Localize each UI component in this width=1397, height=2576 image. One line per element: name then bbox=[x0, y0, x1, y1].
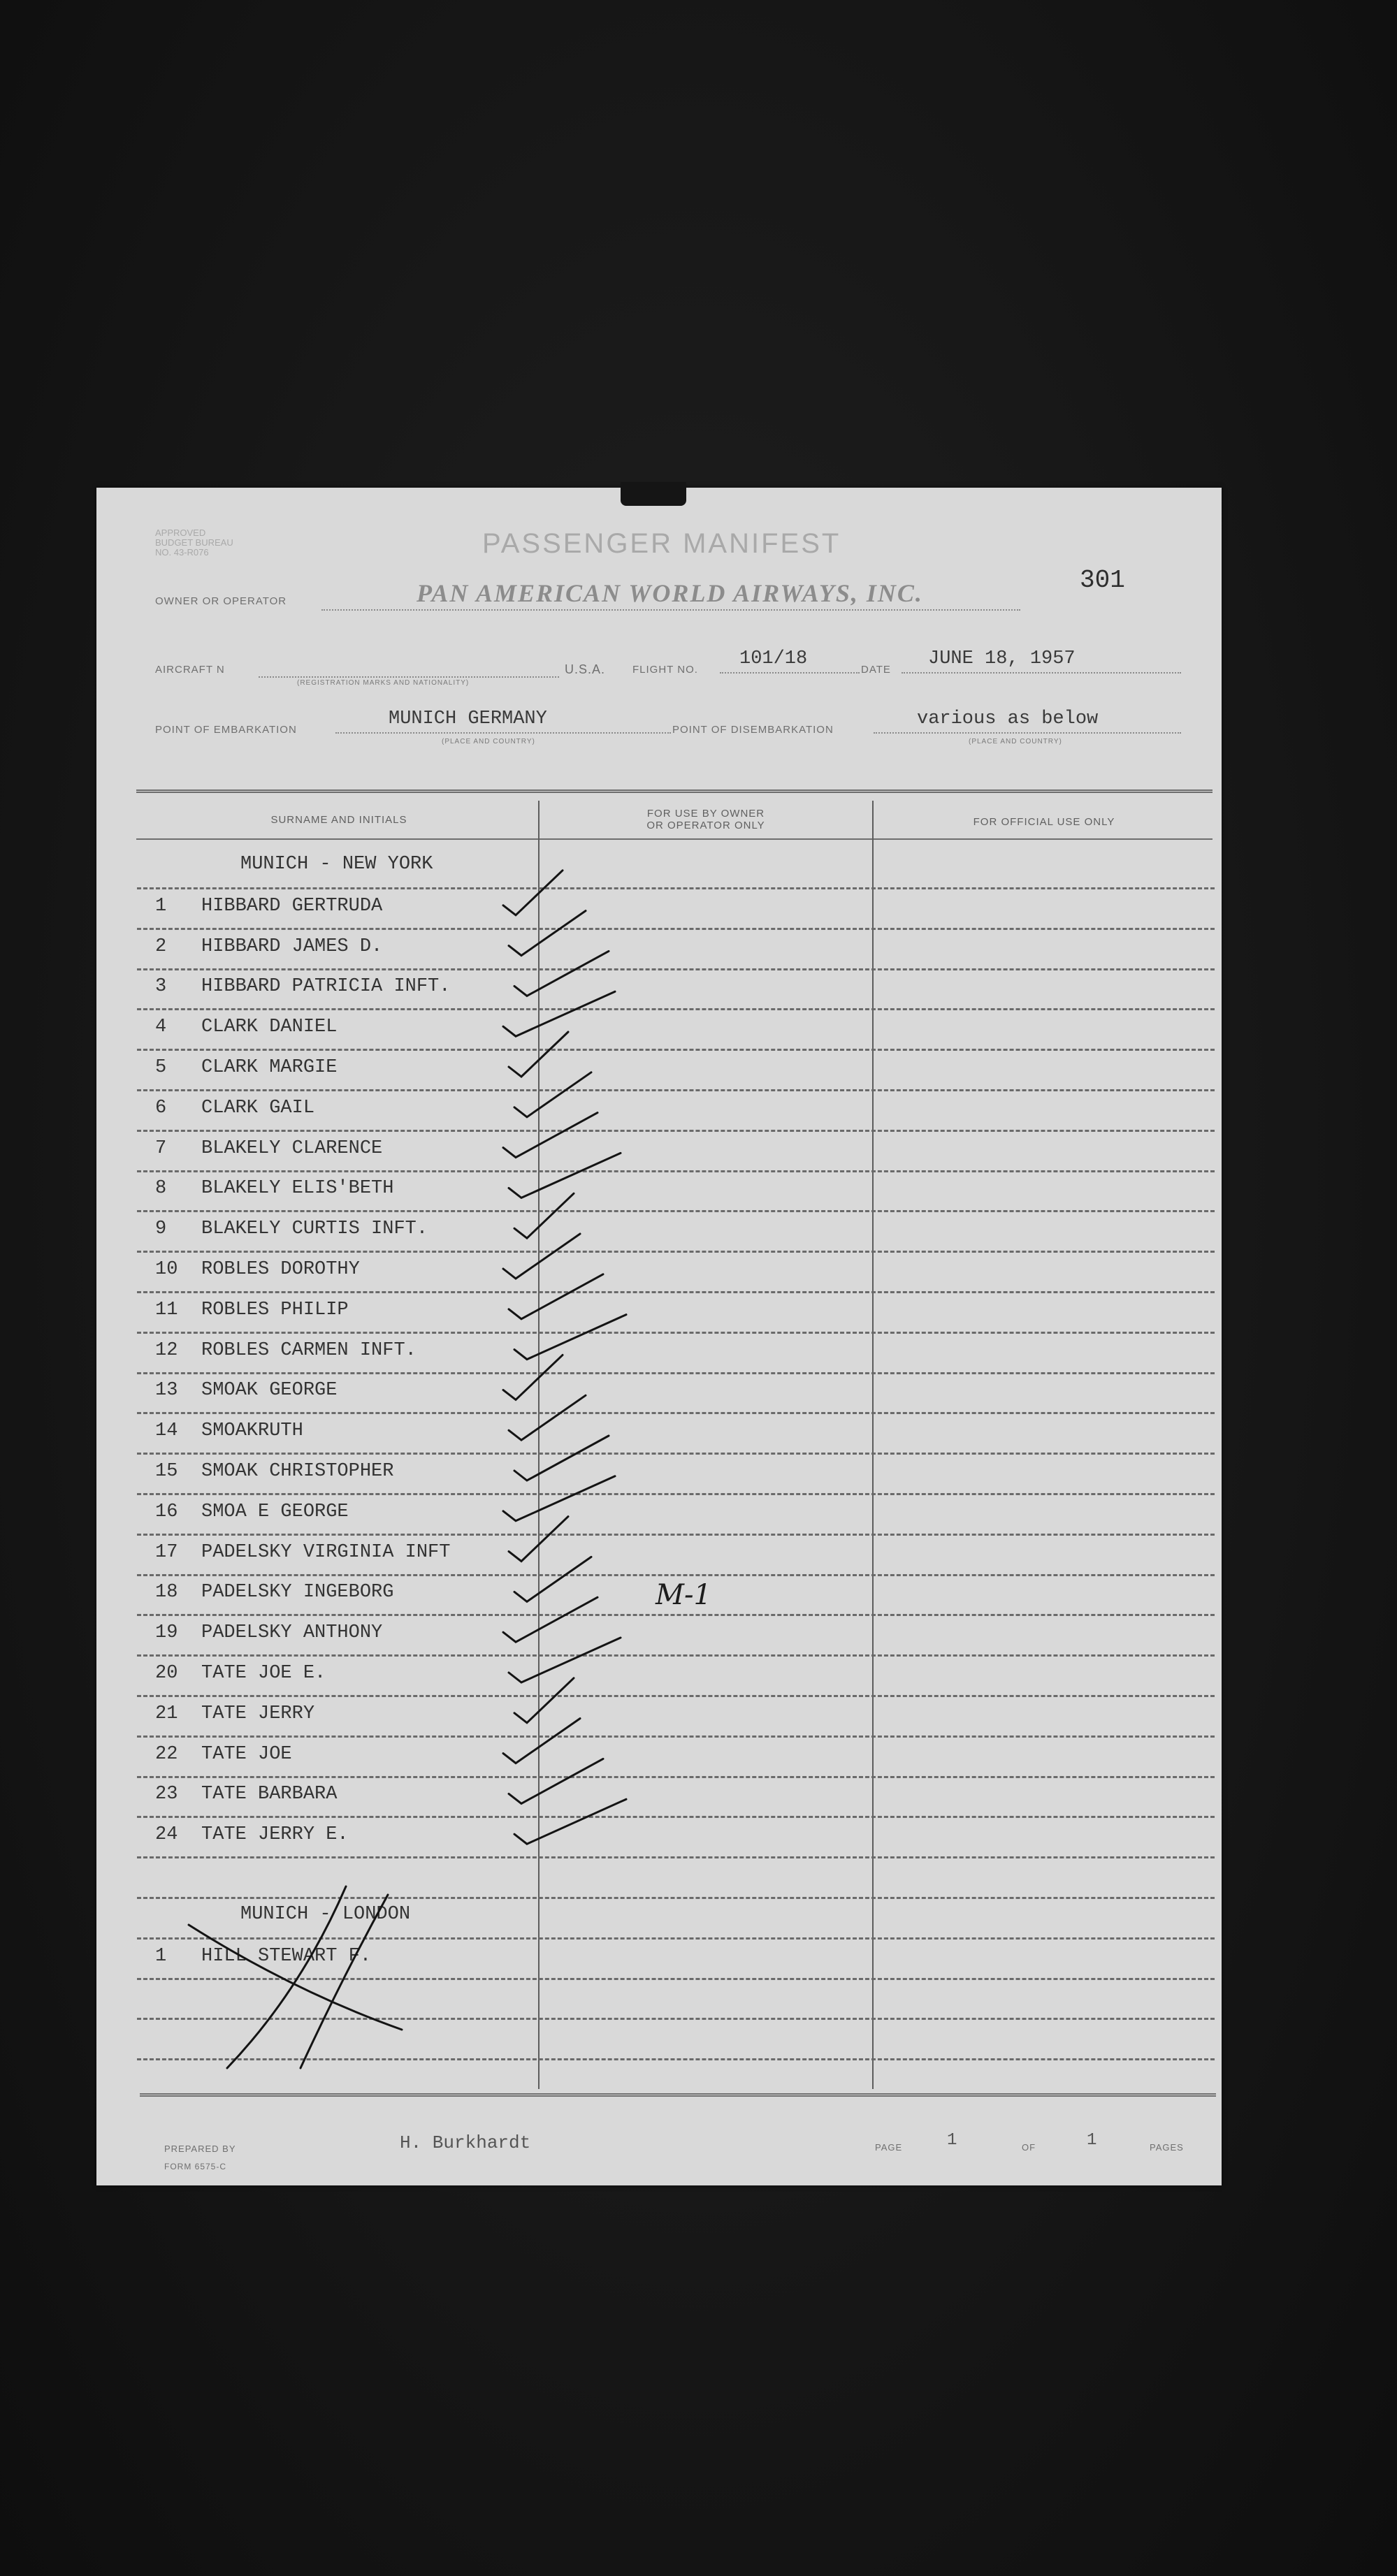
row-rule bbox=[137, 1654, 1215, 1657]
passenger-number: 23 bbox=[155, 1784, 178, 1805]
pages-label: PAGES bbox=[1150, 2142, 1184, 2153]
table-row bbox=[155, 1663, 326, 1684]
passenger-number: 22 bbox=[155, 1743, 178, 1765]
row-rule bbox=[137, 1978, 1215, 1980]
route-heading: MUNICH - LONDON bbox=[240, 1903, 411, 1925]
table-row bbox=[155, 1300, 349, 1320]
aircraft-label: AIRCRAFT N bbox=[155, 664, 225, 676]
footer-rule bbox=[140, 2093, 1216, 2097]
passenger-name: SMOAK CHRISTOPHER bbox=[201, 1461, 394, 1482]
table-row bbox=[155, 1259, 360, 1280]
row-rule bbox=[137, 2018, 1215, 2020]
passenger-name: HIBBARD JAMES D. bbox=[201, 936, 383, 957]
table-row bbox=[155, 1582, 393, 1603]
passenger-name: TATE JOE bbox=[201, 1743, 292, 1765]
row-rule bbox=[137, 1816, 1215, 1818]
passenger-name: ROBLES DOROTHY bbox=[201, 1259, 360, 1280]
passenger-number: 3 bbox=[155, 976, 167, 998]
table-row bbox=[155, 1380, 337, 1401]
table-row bbox=[155, 1703, 314, 1724]
row-rule bbox=[137, 1412, 1215, 1414]
passenger-name: BLAKELY ELIS'BETH bbox=[201, 1178, 394, 1200]
passenger-number: 9 bbox=[155, 1218, 167, 1240]
passenger-number: 2 bbox=[155, 936, 167, 957]
passenger-name: TATE JOE E. bbox=[201, 1663, 326, 1684]
form-title: PASSENGER MANIFEST bbox=[482, 528, 841, 559]
table-row bbox=[155, 1218, 428, 1239]
approval-stamp bbox=[155, 528, 288, 558]
disembark-sub: (PLACE AND COUNTRY) bbox=[969, 738, 1062, 745]
column-header-official-use: FOR OFFICIAL USE ONLY bbox=[973, 816, 1115, 828]
row-rule bbox=[137, 1574, 1215, 1576]
stamp-line: APPROVED bbox=[155, 527, 206, 538]
table-top-rule bbox=[136, 789, 1213, 793]
stamp-line: BUDGET BUREAU bbox=[155, 537, 233, 548]
row-rule bbox=[137, 1534, 1215, 1536]
row-rule bbox=[137, 1130, 1215, 1132]
table-row bbox=[155, 1946, 371, 1967]
page-value: 1 bbox=[947, 2131, 957, 2150]
row-rule bbox=[137, 1332, 1215, 1334]
passenger-number: 5 bbox=[155, 1057, 167, 1078]
row-rule bbox=[137, 1049, 1215, 1051]
row-rule bbox=[137, 1291, 1215, 1293]
passenger-name: ROBLES PHILIP bbox=[201, 1299, 349, 1320]
table-row bbox=[155, 896, 382, 917]
owner-label: OWNER OR OPERATOR bbox=[155, 595, 287, 607]
flight-line bbox=[720, 672, 860, 674]
passenger-number: 21 bbox=[155, 1703, 178, 1724]
row-rule bbox=[137, 1372, 1215, 1374]
embark-line bbox=[335, 732, 671, 734]
passenger-number: 13 bbox=[155, 1380, 178, 1402]
table-row bbox=[155, 1178, 393, 1199]
table-row bbox=[155, 1542, 450, 1563]
passenger-number: 12 bbox=[155, 1339, 178, 1361]
table-row bbox=[155, 1340, 417, 1361]
passenger-name: TATE JERRY bbox=[201, 1703, 315, 1724]
table-row bbox=[155, 1420, 303, 1441]
table-row bbox=[155, 1461, 393, 1482]
passenger-number: 15 bbox=[155, 1461, 178, 1482]
disembark-label: POINT OF DISEMBARKATION bbox=[672, 724, 834, 736]
passenger-name: HILL STEWART F. bbox=[201, 1945, 372, 1967]
owner-use-line-2: OR OPERATOR ONLY bbox=[646, 820, 765, 831]
passenger-number: 16 bbox=[155, 1501, 178, 1522]
disembark-value: various as below bbox=[917, 708, 1099, 729]
row-rule bbox=[137, 1776, 1215, 1778]
passenger-name: HIBBARD PATRICIA INFT. bbox=[201, 976, 451, 998]
passenger-name: ROBLES CARMEN INFT. bbox=[201, 1339, 417, 1361]
column-divider-1 bbox=[538, 801, 540, 2089]
passenger-number: 1 bbox=[155, 895, 167, 917]
table-row bbox=[155, 1784, 337, 1805]
row-rule bbox=[137, 1614, 1215, 1616]
row-rule bbox=[137, 887, 1215, 889]
passenger-name: PADELSKY VIRGINIA INFT bbox=[201, 1541, 451, 1563]
row-rule bbox=[137, 968, 1215, 970]
of-value: 1 bbox=[1087, 2131, 1097, 2150]
passenger-name: TATE BARBARA bbox=[201, 1784, 338, 1805]
flight-label: FLIGHT NO. bbox=[632, 664, 698, 676]
table-row bbox=[155, 1017, 337, 1038]
passenger-name: SMOAKRUTH bbox=[201, 1420, 303, 1442]
passenger-number: 14 bbox=[155, 1420, 178, 1442]
table-row bbox=[155, 1138, 382, 1159]
passenger-name: HIBBARD GERTRUDA bbox=[201, 895, 383, 917]
row-rule bbox=[137, 1897, 1215, 1899]
passenger-name: SMOAK GEORGE bbox=[201, 1380, 338, 1402]
date-line bbox=[902, 672, 1181, 674]
row-rule bbox=[137, 1210, 1215, 1212]
disembark-line bbox=[874, 732, 1181, 734]
table-row bbox=[155, 1744, 292, 1765]
row-rule bbox=[137, 2058, 1215, 2060]
passenger-number: 11 bbox=[155, 1299, 178, 1320]
date-label: DATE bbox=[861, 664, 891, 676]
date-value: JUNE 18, 1957 bbox=[928, 648, 1076, 669]
owner-value: PAN AMERICAN WORLD AIRWAYS, INC. bbox=[417, 579, 923, 607]
passenger-name: BLAKELY CLARENCE bbox=[201, 1137, 383, 1159]
row-rule bbox=[137, 1089, 1215, 1091]
table-row bbox=[155, 936, 382, 957]
table-row bbox=[155, 1057, 337, 1078]
passenger-name: CLARK MARGIE bbox=[201, 1057, 338, 1078]
header-bottom-rule bbox=[136, 838, 1213, 840]
table-row bbox=[155, 1098, 314, 1119]
row-rule bbox=[137, 1735, 1215, 1738]
table-row bbox=[155, 1622, 382, 1643]
passenger-number: 4 bbox=[155, 1017, 167, 1038]
column-header-surname: SURNAME AND INITIALS bbox=[270, 814, 407, 826]
table-row bbox=[155, 1501, 349, 1522]
row-rule bbox=[137, 1493, 1215, 1495]
flight-value: 101/18 bbox=[739, 648, 808, 669]
passenger-name: BLAKELY CURTIS INFT. bbox=[201, 1218, 428, 1240]
passenger-name: PADELSKY ANTHONY bbox=[201, 1622, 383, 1644]
row-rule bbox=[137, 1937, 1215, 1940]
page-number: 301 bbox=[1080, 566, 1125, 595]
passenger-number: 10 bbox=[155, 1259, 178, 1280]
prepared-label: PREPARED BY bbox=[164, 2144, 236, 2154]
handwritten-note: M-1 bbox=[656, 1579, 711, 1611]
passenger-number: 17 bbox=[155, 1541, 178, 1563]
row-rule bbox=[137, 1251, 1215, 1253]
sheet-notch bbox=[621, 482, 686, 506]
column-divider-2 bbox=[872, 801, 874, 2089]
aircraft-sub: (REGISTRATION MARKS AND NATIONALITY) bbox=[297, 679, 470, 687]
row-rule bbox=[137, 1453, 1215, 1455]
passenger-name: CLARK GAIL bbox=[201, 1097, 315, 1119]
route-heading: MUNICH - NEW YORK bbox=[240, 854, 433, 875]
row-rule bbox=[137, 1008, 1215, 1010]
prepared-value: H. Burkhardt bbox=[400, 2132, 531, 2153]
passenger-number: 24 bbox=[155, 1824, 178, 1846]
table-row bbox=[155, 1824, 349, 1845]
stamp-line: NO. 43-R076 bbox=[155, 547, 209, 558]
owner-use-line-1: FOR USE BY OWNER bbox=[646, 808, 765, 820]
passenger-name: CLARK DANIEL bbox=[201, 1017, 338, 1038]
table-row bbox=[155, 976, 450, 997]
aircraft-line bbox=[259, 676, 559, 678]
passenger-number: 6 bbox=[155, 1097, 167, 1119]
row-rule bbox=[137, 1695, 1215, 1697]
of-label: OF bbox=[1022, 2142, 1036, 2153]
passenger-number: 7 bbox=[155, 1137, 167, 1159]
passenger-number: 20 bbox=[155, 1663, 178, 1684]
passenger-number: 1 bbox=[155, 1945, 167, 1967]
page-label: PAGE bbox=[875, 2142, 903, 2153]
passenger-number: 19 bbox=[155, 1622, 178, 1644]
column-header-owner-use bbox=[540, 808, 872, 831]
nationality: U.S.A. bbox=[565, 662, 606, 676]
passenger-number: 18 bbox=[155, 1582, 178, 1603]
row-rule bbox=[137, 1856, 1215, 1858]
passenger-name: SMOA E GEORGE bbox=[201, 1501, 349, 1522]
passenger-number: 8 bbox=[155, 1178, 167, 1200]
passenger-name: TATE JERRY E. bbox=[201, 1824, 349, 1846]
embark-sub: (PLACE AND COUNTRY) bbox=[442, 738, 535, 745]
embark-label: POINT OF EMBARKATION bbox=[155, 724, 297, 736]
passenger-name: PADELSKY INGEBORG bbox=[201, 1582, 394, 1603]
row-rule bbox=[137, 928, 1215, 930]
row-rule bbox=[137, 1170, 1215, 1172]
embark-value: MUNICH GERMANY bbox=[389, 708, 547, 729]
form-code: FORM 6575-C bbox=[164, 2162, 227, 2171]
owner-line bbox=[321, 609, 1020, 611]
